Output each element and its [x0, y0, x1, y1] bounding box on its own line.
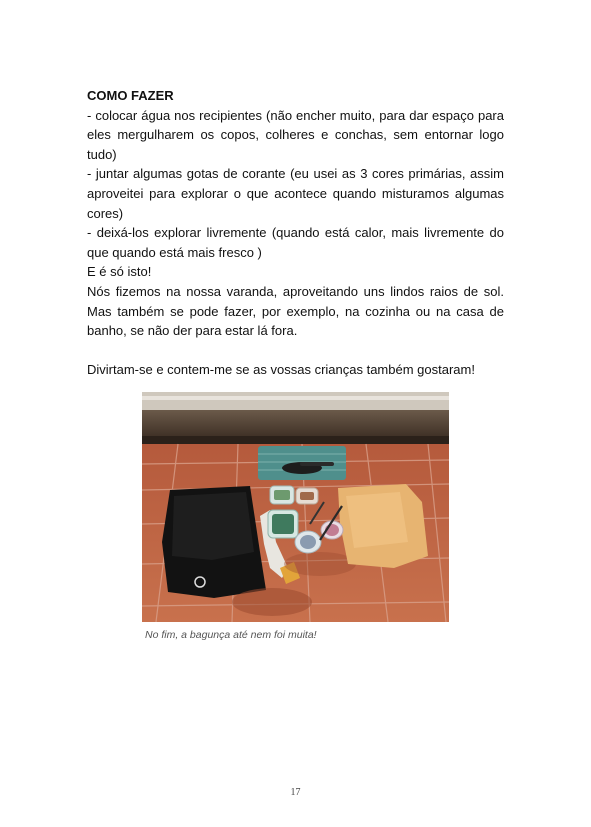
section-heading: COMO FAZER [87, 88, 174, 103]
photo-caption: No fim, a bagunça até nem foi muita! [145, 629, 317, 641]
balcony-photo [142, 392, 449, 622]
document-body [87, 86, 504, 380]
closing-line: Divirtam-se e contem-me se as vossas crianças também gostaram! [87, 362, 475, 378]
summary-line: E é só isto! [87, 264, 152, 280]
location-paragraph: Nós fizemos na nossa varanda, aproveitando uns lindos raios de sol. Mas também se pode fazer, por exemplo, na cozinha ou na casa de banho, se não der para estar lá fora. [87, 283, 504, 339]
page-number: 17 [290, 787, 301, 798]
instruction-step-2: - juntar algumas gotas de corante (eu usei as 3 cores primárias, assim aproveitei para explorar o que acontece quando misturamos algumas cores) [87, 166, 504, 221]
instruction-step-1: - colocar água nos recipientes (não encher muito, para dar espaço para eles mergulharem os copos, colheres e conchas, sem entornar logo tudo) [87, 107, 504, 162]
paragraph-spacer [87, 341, 504, 361]
instruction-step-3: - deixá-los explorar livremente (quando está calor, mais livremente do que quando está mais fresco ) [87, 225, 504, 260]
